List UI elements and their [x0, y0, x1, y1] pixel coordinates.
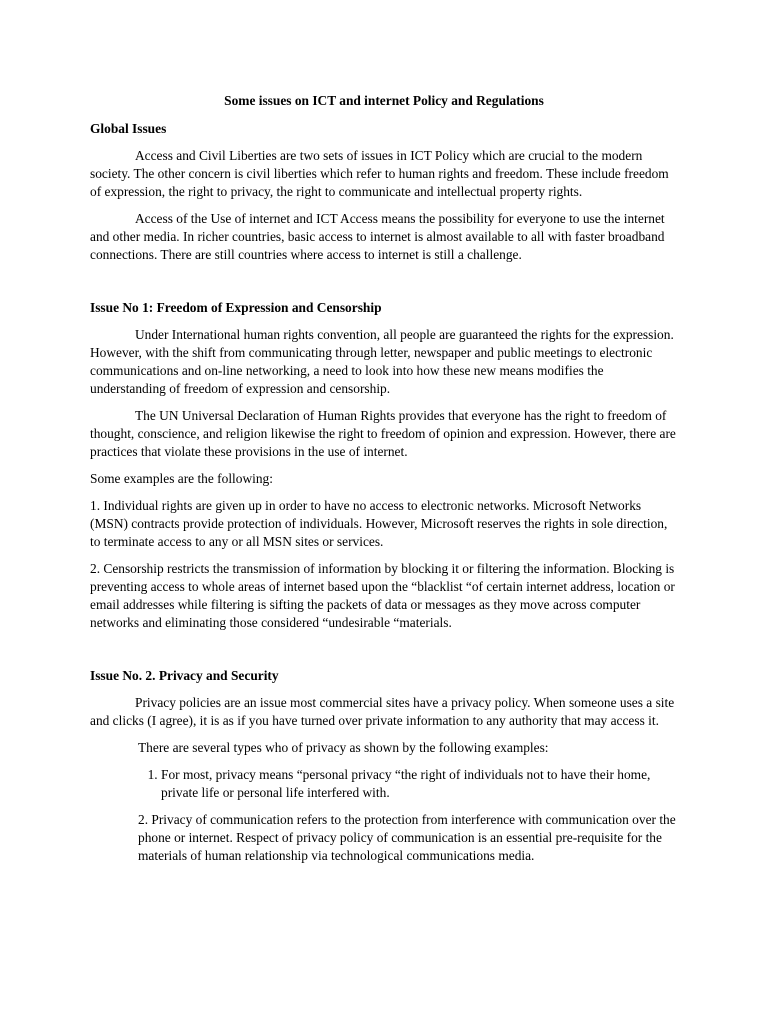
issue-1-heading: Issue No 1: Freedom of Expression and Censorship: [90, 300, 382, 315]
global-issues-paragraph-2: Access of the Use of internet and ICT Access means the possibility for everyone to use the internet and other media. In richer countries, basic access to internet is almost available to all with faster broadband connections. There are still countries where access to internet is still a challenge.: [90, 211, 665, 262]
issue-2-heading: Issue No. 2. Privacy and Security: [90, 668, 279, 683]
privacy-types-list: [138, 766, 678, 865]
list-item: 1. For most, privacy means “personal privacy “the right of individuals not to have their home, private life or personal life interfered with.: [161, 766, 678, 802]
issue-2-paragraph-1: Privacy policies are an issue most commercial sites have a privacy policy. When someone uses a site and clicks (I agree), it is as if you have turned over private information to any authority that may access it.: [90, 695, 675, 728]
issue-1-paragraph-2: The UN Universal Declaration of Human Rights provides that everyone has the right to freedom of thought, conscience, and religion likewise the right to freedom of opinion and expression. However, there are practices that violate these provisions in the use of internet.: [90, 408, 676, 459]
global-issues-heading: Global Issues: [90, 121, 167, 136]
global-issues-paragraph-1: Access and Civil Liberties are two sets of issues in ICT Policy which are crucial to the modern society. The other concern is civil liberties which refer to human rights and freedom. These include freedom of expression, the right to privacy, the right to communicate and intellectual property rights.: [90, 148, 669, 199]
list-item-2: 2. Privacy of communication refers to the protection from interference with communication over the phone or internet. Respect of privacy policy of communication is an essential pre-requisite for the materials of human relationship via technological communications media.: [138, 812, 676, 863]
issue-1-paragraph-1: Under International human rights convention, all people are guaranteed the rights for the expression. However, with the shift from communicating through letter, newspaper and public meetings to electronic communications and on-line networking, a need to look into how these new means modifies the understanding of freedom of expression and censorship.: [90, 327, 674, 396]
section-spacer: [90, 273, 678, 299]
issue-1-examples-intro: Some examples are the following:: [90, 471, 273, 486]
section-spacer: [90, 641, 678, 667]
numbered-list: [138, 766, 678, 802]
document-body: [90, 92, 678, 874]
issue-1-example-2: 2. Censorship restricts the transmission of information by blocking it or filtering the information. Blocking is preventing access to whole areas of internet based upon the “blacklist “of certain internet address, location or email addresses while filtering is sifting the packets of data or messages as they move across computer networks and eliminating those considered “undesirable “materials.: [90, 561, 675, 630]
privacy-types-intro: There are several types who of privacy as shown by the following examples:: [138, 740, 549, 755]
issue-1-example-1: 1. Individual rights are given up in order to have no access to electronic networks. Microsoft Networks (MSN) contracts provide protection of individuals. However, Microsoft reserves the rights in sole direction, to terminate access to any or all MSN sites or services.: [90, 498, 668, 549]
document-title: Some issues on ICT and internet Policy and Regulations: [224, 93, 544, 108]
